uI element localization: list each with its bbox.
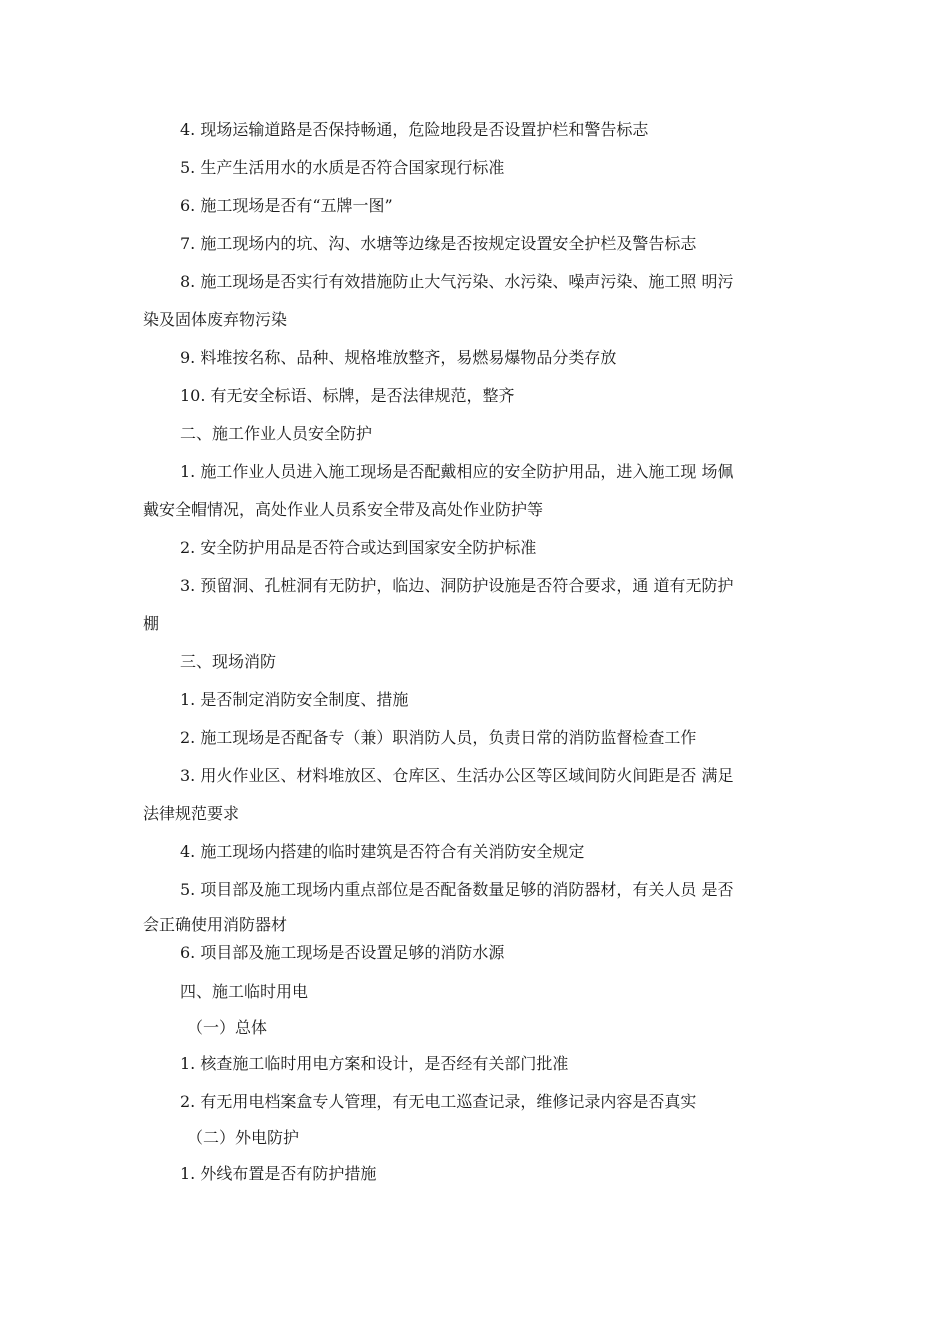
item-6-signboards: 6. 施工现场是否有“五牌一图”: [180, 196, 393, 215]
item-3-fire-spacing-cont: 法律规范要求: [143, 804, 240, 823]
item-5-extinguishers: 5. 项目部及施工现场内重点部位是否配备数量足够的消防器材，有关人员 是否: [180, 880, 734, 899]
item-8-pollution-cont: 染及固体废弃物污染: [143, 310, 288, 329]
item-8-pollution: 8. 施工现场是否实行有效措施防止大气污染、水污染、噪声污染、施工照 明污: [180, 272, 734, 291]
section-heading-3: 三、现场消防: [180, 652, 277, 671]
item-5-extinguishers-cont: 会正确使用消防器材: [143, 915, 288, 934]
section-heading-4: 四、施工临时用电: [180, 982, 309, 1001]
item-9-materials: 9. 料堆按名称、品种、规格堆放整齐，易燃易爆物品分类存放: [180, 348, 617, 367]
item-1-ppe-cont: 戴安全帽情况，高处作业人员系安全带及高处作业防护等: [143, 500, 544, 519]
item-10-slogans: 10. 有无安全标语、标牌，是否法律规范，整齐: [180, 386, 515, 405]
subsection-heading-2: （二）外电防护: [187, 1128, 300, 1147]
item-1-power-plan: 1. 核查施工临时用电方案和设计，是否经有关部门批准: [180, 1054, 569, 1073]
item-3-fire-spacing: 3. 用火作业区、材料堆放区、仓库区、生活办公区等区域间防火间距是否 满足: [180, 766, 734, 785]
item-7-pits: 7. 施工现场内的坑、沟、水塘等边缘是否按规定设置安全护栏及警告标志: [180, 234, 697, 253]
item-1-fire-rules: 1. 是否制定消防安全制度、措施: [180, 690, 409, 709]
item-4-road: 4. 现场运输道路是否保持畅通，危险地段是否设置护栏和警告标志: [180, 120, 649, 139]
item-5-water: 5. 生产生活用水的水质是否符合国家现行标准: [180, 158, 505, 177]
item-2-fire-staff: 2. 施工现场是否配备专（兼）职消防人员，负责日常的消防监督检查工作: [180, 728, 697, 747]
item-1-external-lines: 1. 外线布置是否有防护措施: [180, 1164, 377, 1183]
item-2-power-records: 2. 有无用电档案盒专人管理，有无电工巡查记录，维修记录内容是否真实: [180, 1092, 697, 1111]
item-2-ppe-standard: 2. 安全防护用品是否符合或达到国家安全防护标准: [180, 538, 537, 557]
subsection-heading-1: （一）总体: [187, 1018, 268, 1037]
item-4-temp-buildings: 4. 施工现场内搭建的临时建筑是否符合有关消防安全规定: [180, 842, 585, 861]
item-6-water-source: 6. 项目部及施工现场是否设置足够的消防水源: [180, 943, 505, 962]
item-1-ppe: 1. 施工作业人员进入施工现场是否配戴相应的安全防护用品，进入施工现 场佩: [180, 462, 734, 481]
section-heading-2: 二、施工作业人员安全防护: [180, 424, 373, 443]
item-3-openings-cont: 棚: [143, 614, 160, 633]
item-3-openings: 3. 预留洞、孔桩洞有无防护，临边、洞防护设施是否符合要求，通 道有无防护: [180, 576, 734, 595]
